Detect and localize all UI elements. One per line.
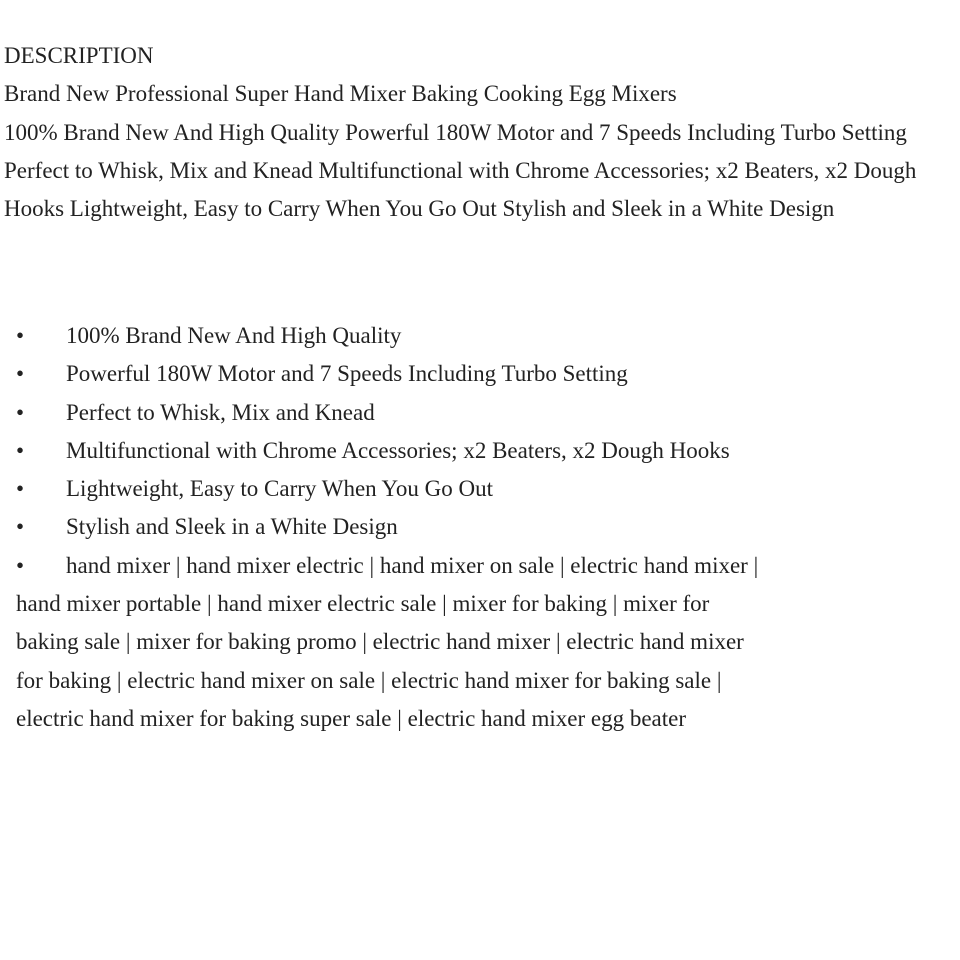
list-item [16, 355, 846, 393]
keywords-text-line: hand mixer | hand mixer electric | hand mixer on sale | electric hand mixer | [66, 552, 759, 578]
bullet-icon: • [16, 552, 25, 578]
keywords-text-line: baking sale | mixer for baking promo | electric hand mixer | electric hand mixer [16, 629, 744, 655]
list-item [16, 508, 846, 546]
list-item [16, 317, 846, 355]
feature-text: Stylish and Sleek in a White Design [66, 514, 398, 540]
description-section [4, 37, 949, 228]
description-body: 100% Brand New And High Quality Powerful 180W Motor and 7 Speeds Including Turbo Setting Perfect to Whisk, Mix and Knead Multifunctional with Chrome Accessories; x2 Beaters, x2 Dough Hooks Lightweight, Easy to Carry When You Go Out Stylish and Sleek in a White Design [4, 119, 917, 222]
bullet-icon: • [16, 437, 25, 463]
bullet-icon: • [16, 361, 25, 387]
bullet-icon: • [16, 323, 25, 348]
keywords-text-line: for baking | electric hand mixer on sale | electric hand mixer for baking sale | [16, 667, 722, 693]
keywords-text-line: electric hand mixer for baking super sale | electric hand mixer egg beater [16, 705, 687, 731]
feature-text: Powerful 180W Motor and 7 Speeds Including Turbo Setting [66, 361, 628, 387]
bullet-icon: • [16, 399, 25, 425]
feature-text: Multifunctional with Chrome Accessories; x2 Beaters, x2 Dough Hooks [66, 437, 730, 463]
keywords-text-line: hand mixer portable | hand mixer electric sale | mixer for baking | mixer for [16, 591, 710, 617]
keywords-list-item [16, 547, 846, 738]
bullet-icon: • [16, 514, 25, 540]
product-title: Brand New Professional Super Hand Mixer Baking Cooking Egg Mixers [4, 81, 677, 107]
feature-text: Perfect to Whisk, Mix and Knead [66, 399, 375, 425]
feature-list [16, 317, 846, 738]
list-item [16, 394, 846, 432]
feature-text: Lightweight, Easy to Carry When You Go Out [66, 476, 493, 502]
list-item [16, 470, 846, 508]
list-item [16, 432, 846, 470]
bullet-icon: • [16, 476, 25, 502]
feature-text: 100% Brand New And High Quality [66, 323, 402, 348]
description-heading: DESCRIPTION [4, 43, 154, 68]
